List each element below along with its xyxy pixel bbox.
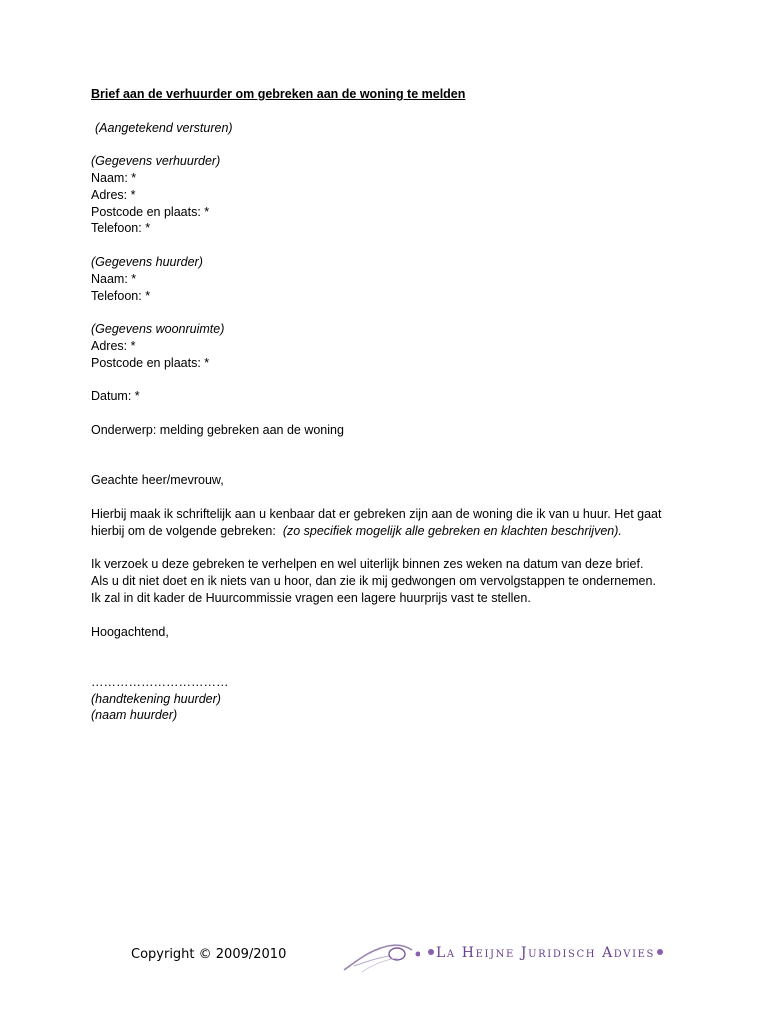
brand-dot-left xyxy=(428,949,434,955)
signature-line: …………………………… xyxy=(91,674,229,689)
landlord-phone-field: Telefoon: * xyxy=(91,221,151,236)
landlord-heading: (Gegevens verhuurder) xyxy=(91,154,221,169)
subject-line: Onderwerp: melding gebreken aan de woning xyxy=(91,422,344,437)
brand-dot-right xyxy=(657,949,663,955)
tenant-phone-field: Telefoon: * xyxy=(91,288,151,303)
paragraph-1-line-2 xyxy=(91,523,691,540)
dwelling-heading: (Gegevens woonruimte) xyxy=(91,322,225,337)
tenant-name-field: Naam: * xyxy=(91,271,137,286)
brand-swoosh-logo xyxy=(340,932,420,974)
tenant-heading: (Gegevens huurder) xyxy=(91,254,203,269)
brand-text: La Heijne Juridisch Advies xyxy=(436,945,655,961)
landlord-name-field: Naam: * xyxy=(91,170,137,185)
copyright-text: Copyright © 2009/2010 xyxy=(131,947,287,962)
letter-title: Brief aan de verhuurder om gebreken aan de woning te melden xyxy=(91,87,466,101)
landlord-address-field: Adres: * xyxy=(91,187,136,202)
paragraph-1-line-1: Hierbij maak ik schriftelijk aan u kenbaar dat er gebreken zijn aan de woning die ik van u huur. Het gaat xyxy=(91,506,662,521)
name-label: (naam huurder) xyxy=(91,708,178,723)
paragraph-2-line-3: Ik zal in dit kader de Huurcommissie vragen een lagere huurprijs vast te stellen. xyxy=(91,590,531,605)
date-field: Datum: * xyxy=(91,389,140,404)
salutation: Geachte heer/mevrouw, xyxy=(91,473,224,488)
closing: Hoogachtend, xyxy=(91,624,169,639)
paragraph-2-line-1: Ik verzoek u deze gebreken te verhelpen en wel uiterlijk binnen zes weken na datum van deze brief. xyxy=(91,557,644,572)
send-note: (Aangetekend versturen) xyxy=(95,120,233,135)
paragraph-2-line-2: Als u dit niet doet en ik niets van u hoor, dan zie ik mij gedwongen om vervolgstappen te ondernemen. xyxy=(91,574,656,589)
letter-body xyxy=(91,86,691,724)
page-footer xyxy=(0,930,770,980)
dwelling-postcode-field: Postcode en plaats: * xyxy=(91,355,210,370)
brand-name xyxy=(426,945,665,961)
landlord-postcode-field: Postcode en plaats: * xyxy=(91,204,210,219)
dwelling-address-field: Adres: * xyxy=(91,338,136,353)
paragraph-1-text: hierbij om de volgende gebreken: xyxy=(91,523,276,538)
signature-label: (handtekening huurder) xyxy=(91,691,221,706)
paragraph-1-note: (zo specifiek mogelijk alle gebreken en klachten beschrijven). xyxy=(282,523,622,538)
